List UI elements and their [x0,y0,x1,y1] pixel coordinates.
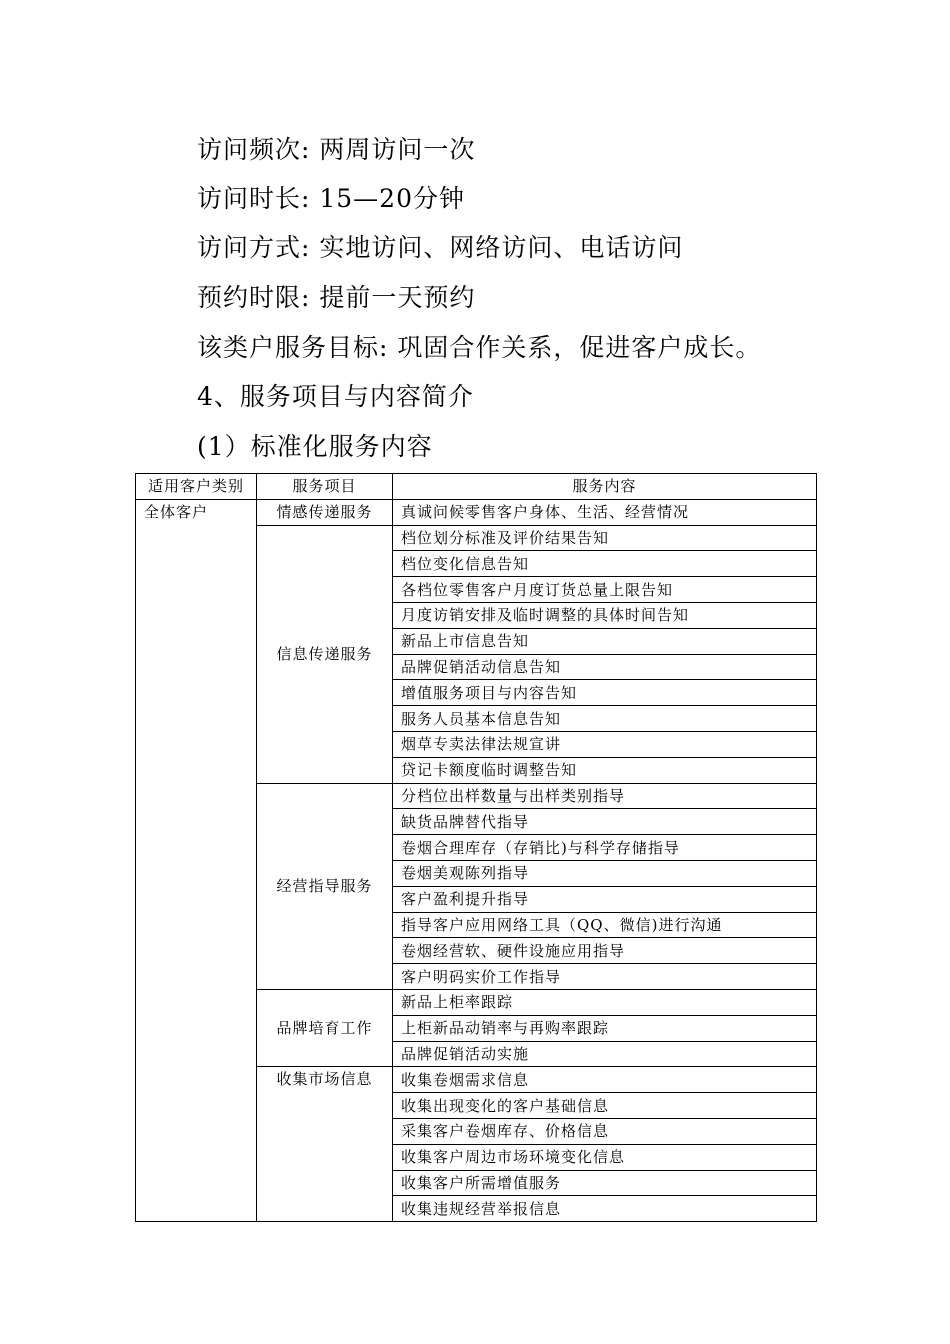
service-item-cell: 信息传递服务 [257,525,393,783]
subsection-heading: (1）标准化服务内容 [197,432,433,461]
section-heading: 4、服务项目与内容简介 [197,382,474,411]
service-content-cell: 收集卷烟需求信息 [393,1067,817,1093]
service-content-cell: 收集客户所需增值服务 [393,1170,817,1196]
service-goal: 该类户服务目标: 巩固合作关系，促进客户成长。 [197,333,762,362]
service-content-cell: 服务人员基本信息告知 [393,706,817,732]
service-content-cell: 品牌促销活动实施 [393,1041,817,1067]
visit-duration: 访问时长: 15—20分钟 [197,184,465,213]
service-item-cell: 经营指导服务 [257,783,393,989]
customer-category-cell: 全体客户 [136,499,257,1221]
header-customer-category: 适用客户类别 [136,474,257,500]
visit-method: 访问方式: 实地访问、网络访问、电话访问 [197,233,684,262]
service-content-cell: 贷记卡额度临时调整告知 [393,757,817,783]
service-item-cell: 品牌培育工作 [257,989,393,1066]
service-content-cell: 客户盈利提升指导 [393,886,817,912]
service-content-cell: 分档位出样数量与出样类别指导 [393,783,817,809]
service-content-cell: 新品上柜率跟踪 [393,989,817,1015]
service-content-table [135,473,817,1222]
service-content-cell: 收集客户周边市场环境变化信息 [393,1144,817,1170]
service-content-cell: 真诚问候零售客户身体、生活、经营情况 [393,499,817,525]
service-content-cell: 增值服务项目与内容告知 [393,680,817,706]
service-content-cell: 缺货品牌替代指导 [393,809,817,835]
service-content-cell: 各档位零售客户月度订货总量上限告知 [393,577,817,603]
service-item-cell: 收集市场信息 [257,1067,393,1222]
header-service-content: 服务内容 [393,474,817,500]
service-content-cell: 收集违规经营举报信息 [393,1196,817,1222]
header-service-item: 服务项目 [257,474,393,500]
service-item-cell: 情感传递服务 [257,499,393,525]
service-content-cell: 卷烟美观陈列指导 [393,860,817,886]
service-content-cell: 月度访销安排及临时调整的具体时间告知 [393,602,817,628]
service-content-cell: 收集出现变化的客户基础信息 [393,1093,817,1119]
appointment-limit: 预约时限: 提前一天预约 [197,283,476,312]
service-content-cell: 卷烟经营软、硬件设施应用指导 [393,938,817,964]
service-content-cell: 烟草专卖法律法规宣讲 [393,731,817,757]
service-content-cell: 采集客户卷烟库存、价格信息 [393,1118,817,1144]
service-content-cell: 档位划分标准及评价结果告知 [393,525,817,551]
service-content-cell: 档位变化信息告知 [393,551,817,577]
service-content-cell: 新品上市信息告知 [393,628,817,654]
service-content-cell: 品牌促销活动信息告知 [393,654,817,680]
table-header-row [136,474,817,500]
table-row [136,499,817,525]
service-content-cell: 卷烟合理库存（存销比)与科学存储指导 [393,835,817,861]
service-content-cell: 客户明码实价工作指导 [393,964,817,990]
service-content-cell: 指导客户应用网络工具（QQ、微信)进行沟通 [393,912,817,938]
service-content-cell: 上柜新品动销率与再购率跟踪 [393,1015,817,1041]
visit-frequency: 访问频次: 两周访问一次 [197,135,476,164]
